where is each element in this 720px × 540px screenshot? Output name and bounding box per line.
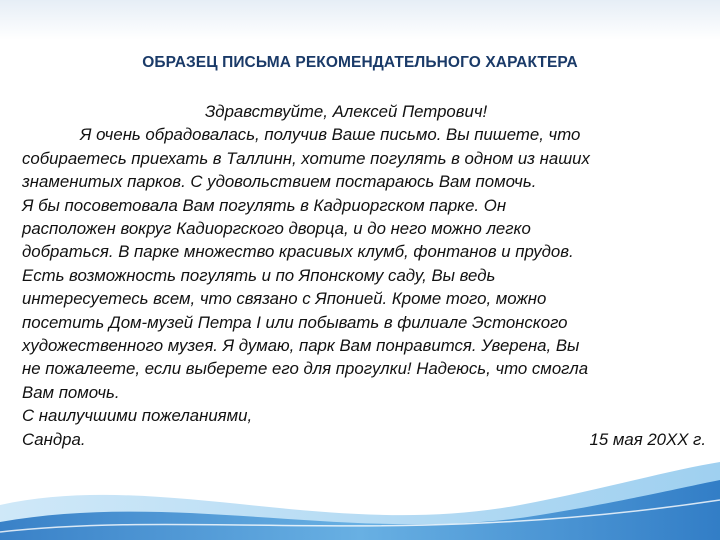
letter-signature: Сандра.	[22, 429, 86, 449]
letter-line: художественного музея. Я думаю, парк Вам понравится. Уверена, Вы	[22, 336, 580, 356]
letter-line: интересуетесь всем, что связано с Японией. Кроме того, можно	[22, 289, 547, 309]
letter-line: Есть возможность погулять и по Японскому саду, Вы ведь	[22, 265, 496, 285]
letter-line: не пожалеете, если выберете его для прогулки! Надеюсь, что смогла	[22, 359, 589, 379]
letter-line: расположен вокруг Кадиоргского дворца, и до него можно легко	[22, 219, 531, 239]
letter-line: добраться. В парке множество красивых клумб, фонтанов и прудов.	[22, 242, 574, 262]
letter-line: знаменитых парков. С удовольствием постараюсь Вам помочь.	[22, 172, 537, 192]
letter-greeting: Здравствуйте, Алексей Петрович!	[205, 102, 488, 121]
letter-line: Я очень обрадовалась, получив Ваше письмо. Вы пишете, что	[80, 125, 581, 145]
letter-signature-row	[22, 428, 706, 451]
letter-body	[22, 100, 706, 451]
letter-closing: С наилучшими пожеланиями,	[22, 406, 253, 426]
top-gradient	[0, 0, 720, 40]
letter-line: Вам помочь.	[22, 382, 120, 402]
letter-date: 15 мая 20ХХ г.	[589, 429, 706, 449]
letter-line: собираетесь приехать в Таллинн, хотите погулять в одном из наших	[22, 148, 590, 168]
letter-line: посетить Дом-музей Петра I или побывать в филиале Эстонского	[22, 312, 568, 332]
letter-line: Я бы посоветовала Вам погулять в Кадриоргском парке. Он	[22, 195, 507, 215]
page-title: ОБРАЗЕЦ ПИСЬМА РЕКОМЕНДАТЕЛЬНОГО ХАРАКТЕРА	[142, 54, 578, 71]
